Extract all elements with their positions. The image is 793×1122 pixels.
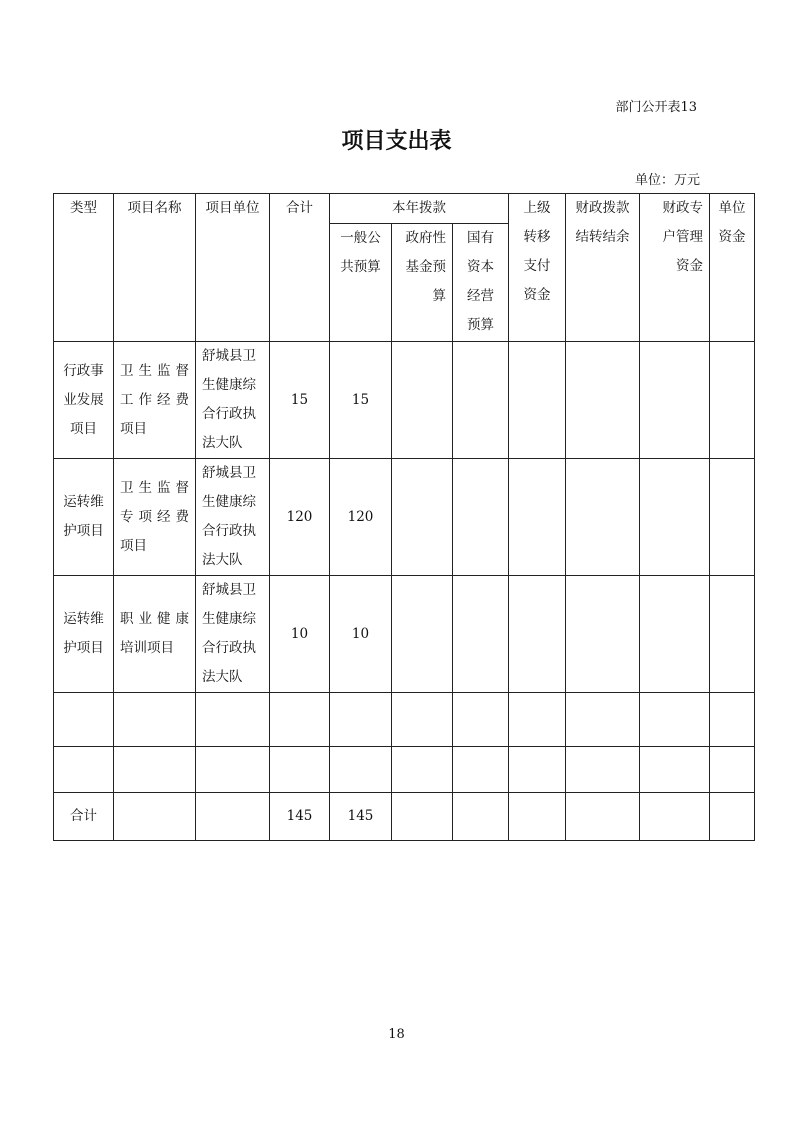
header-carryover: 财政拨款 结转结余 bbox=[566, 194, 640, 342]
row-transfer bbox=[509, 576, 566, 693]
header-type: 类型 bbox=[54, 194, 114, 342]
row-project-name: 卫生监督 工作经费 项目 bbox=[114, 342, 196, 459]
row-total: 15 bbox=[270, 342, 330, 459]
total-general-budget: 145 bbox=[330, 793, 392, 841]
row-project-unit: 舒城县卫 生健康综 合行政执 法大队 bbox=[196, 576, 270, 693]
header-row-1 bbox=[54, 194, 755, 224]
header-project-name: 项目名称 bbox=[114, 194, 196, 342]
header-unit-funds: 单位 资金 bbox=[710, 194, 755, 342]
page-number: 18 bbox=[388, 1027, 405, 1042]
row-special-account bbox=[640, 342, 710, 459]
row-total: 10 bbox=[270, 576, 330, 693]
row-general-budget: 15 bbox=[330, 342, 392, 459]
row-project-unit: 舒城县卫 生健康综 合行政执 法大队 bbox=[196, 342, 270, 459]
header-state-capital-budget: 国有 资本 经营 预算 bbox=[453, 224, 509, 342]
total-label: 合计 bbox=[54, 793, 114, 841]
total-row bbox=[54, 793, 755, 841]
row-general-budget: 10 bbox=[330, 576, 392, 693]
table-number-note: 部门公开表13 bbox=[615, 100, 697, 115]
row-project-unit: 舒城县卫 生健康综 合行政执 法大队 bbox=[196, 459, 270, 576]
table-row bbox=[54, 459, 755, 576]
header-transfer-funds: 上级 转移 支付 资金 bbox=[509, 194, 566, 342]
row-type: 行政事 业发展 项目 bbox=[54, 342, 114, 459]
header-current-year-allocation: 本年拨款 bbox=[330, 194, 509, 224]
header-general-budget: 一般公 共预算 bbox=[330, 224, 392, 342]
row-state-capital bbox=[453, 459, 509, 576]
row-unit-funds bbox=[710, 342, 755, 459]
table-row bbox=[54, 342, 755, 459]
row-special-account bbox=[640, 459, 710, 576]
row-gov-fund bbox=[392, 459, 453, 576]
empty-row bbox=[54, 693, 755, 747]
total-sum: 145 bbox=[270, 793, 330, 841]
row-carryover bbox=[566, 459, 640, 576]
header-total: 合计 bbox=[270, 194, 330, 342]
header-project-unit: 项目单位 bbox=[196, 194, 270, 342]
row-gov-fund bbox=[392, 342, 453, 459]
page-title: 项目支出表 bbox=[341, 129, 452, 154]
row-state-capital bbox=[453, 576, 509, 693]
row-transfer bbox=[509, 342, 566, 459]
row-type: 运转维 护项目 bbox=[54, 459, 114, 576]
row-transfer bbox=[509, 459, 566, 576]
row-carryover bbox=[566, 576, 640, 693]
project-expenditure-table bbox=[53, 193, 755, 841]
table-row bbox=[54, 576, 755, 693]
header-gov-fund-budget: 政府性 基金预 算 bbox=[392, 224, 453, 342]
row-total: 120 bbox=[270, 459, 330, 576]
row-general-budget: 120 bbox=[330, 459, 392, 576]
row-type: 运转维 护项目 bbox=[54, 576, 114, 693]
row-carryover bbox=[566, 342, 640, 459]
row-project-name: 卫生监督 专项经费 项目 bbox=[114, 459, 196, 576]
row-unit-funds bbox=[710, 576, 755, 693]
unit-label: 单位：万元 bbox=[634, 173, 700, 188]
row-unit-funds bbox=[710, 459, 755, 576]
row-special-account bbox=[640, 576, 710, 693]
row-project-name: 职业健康 培训项目 bbox=[114, 576, 196, 693]
empty-row bbox=[54, 747, 755, 793]
row-state-capital bbox=[453, 342, 509, 459]
header-special-account: 财政专 户管理 资金 bbox=[640, 194, 710, 342]
row-gov-fund bbox=[392, 576, 453, 693]
